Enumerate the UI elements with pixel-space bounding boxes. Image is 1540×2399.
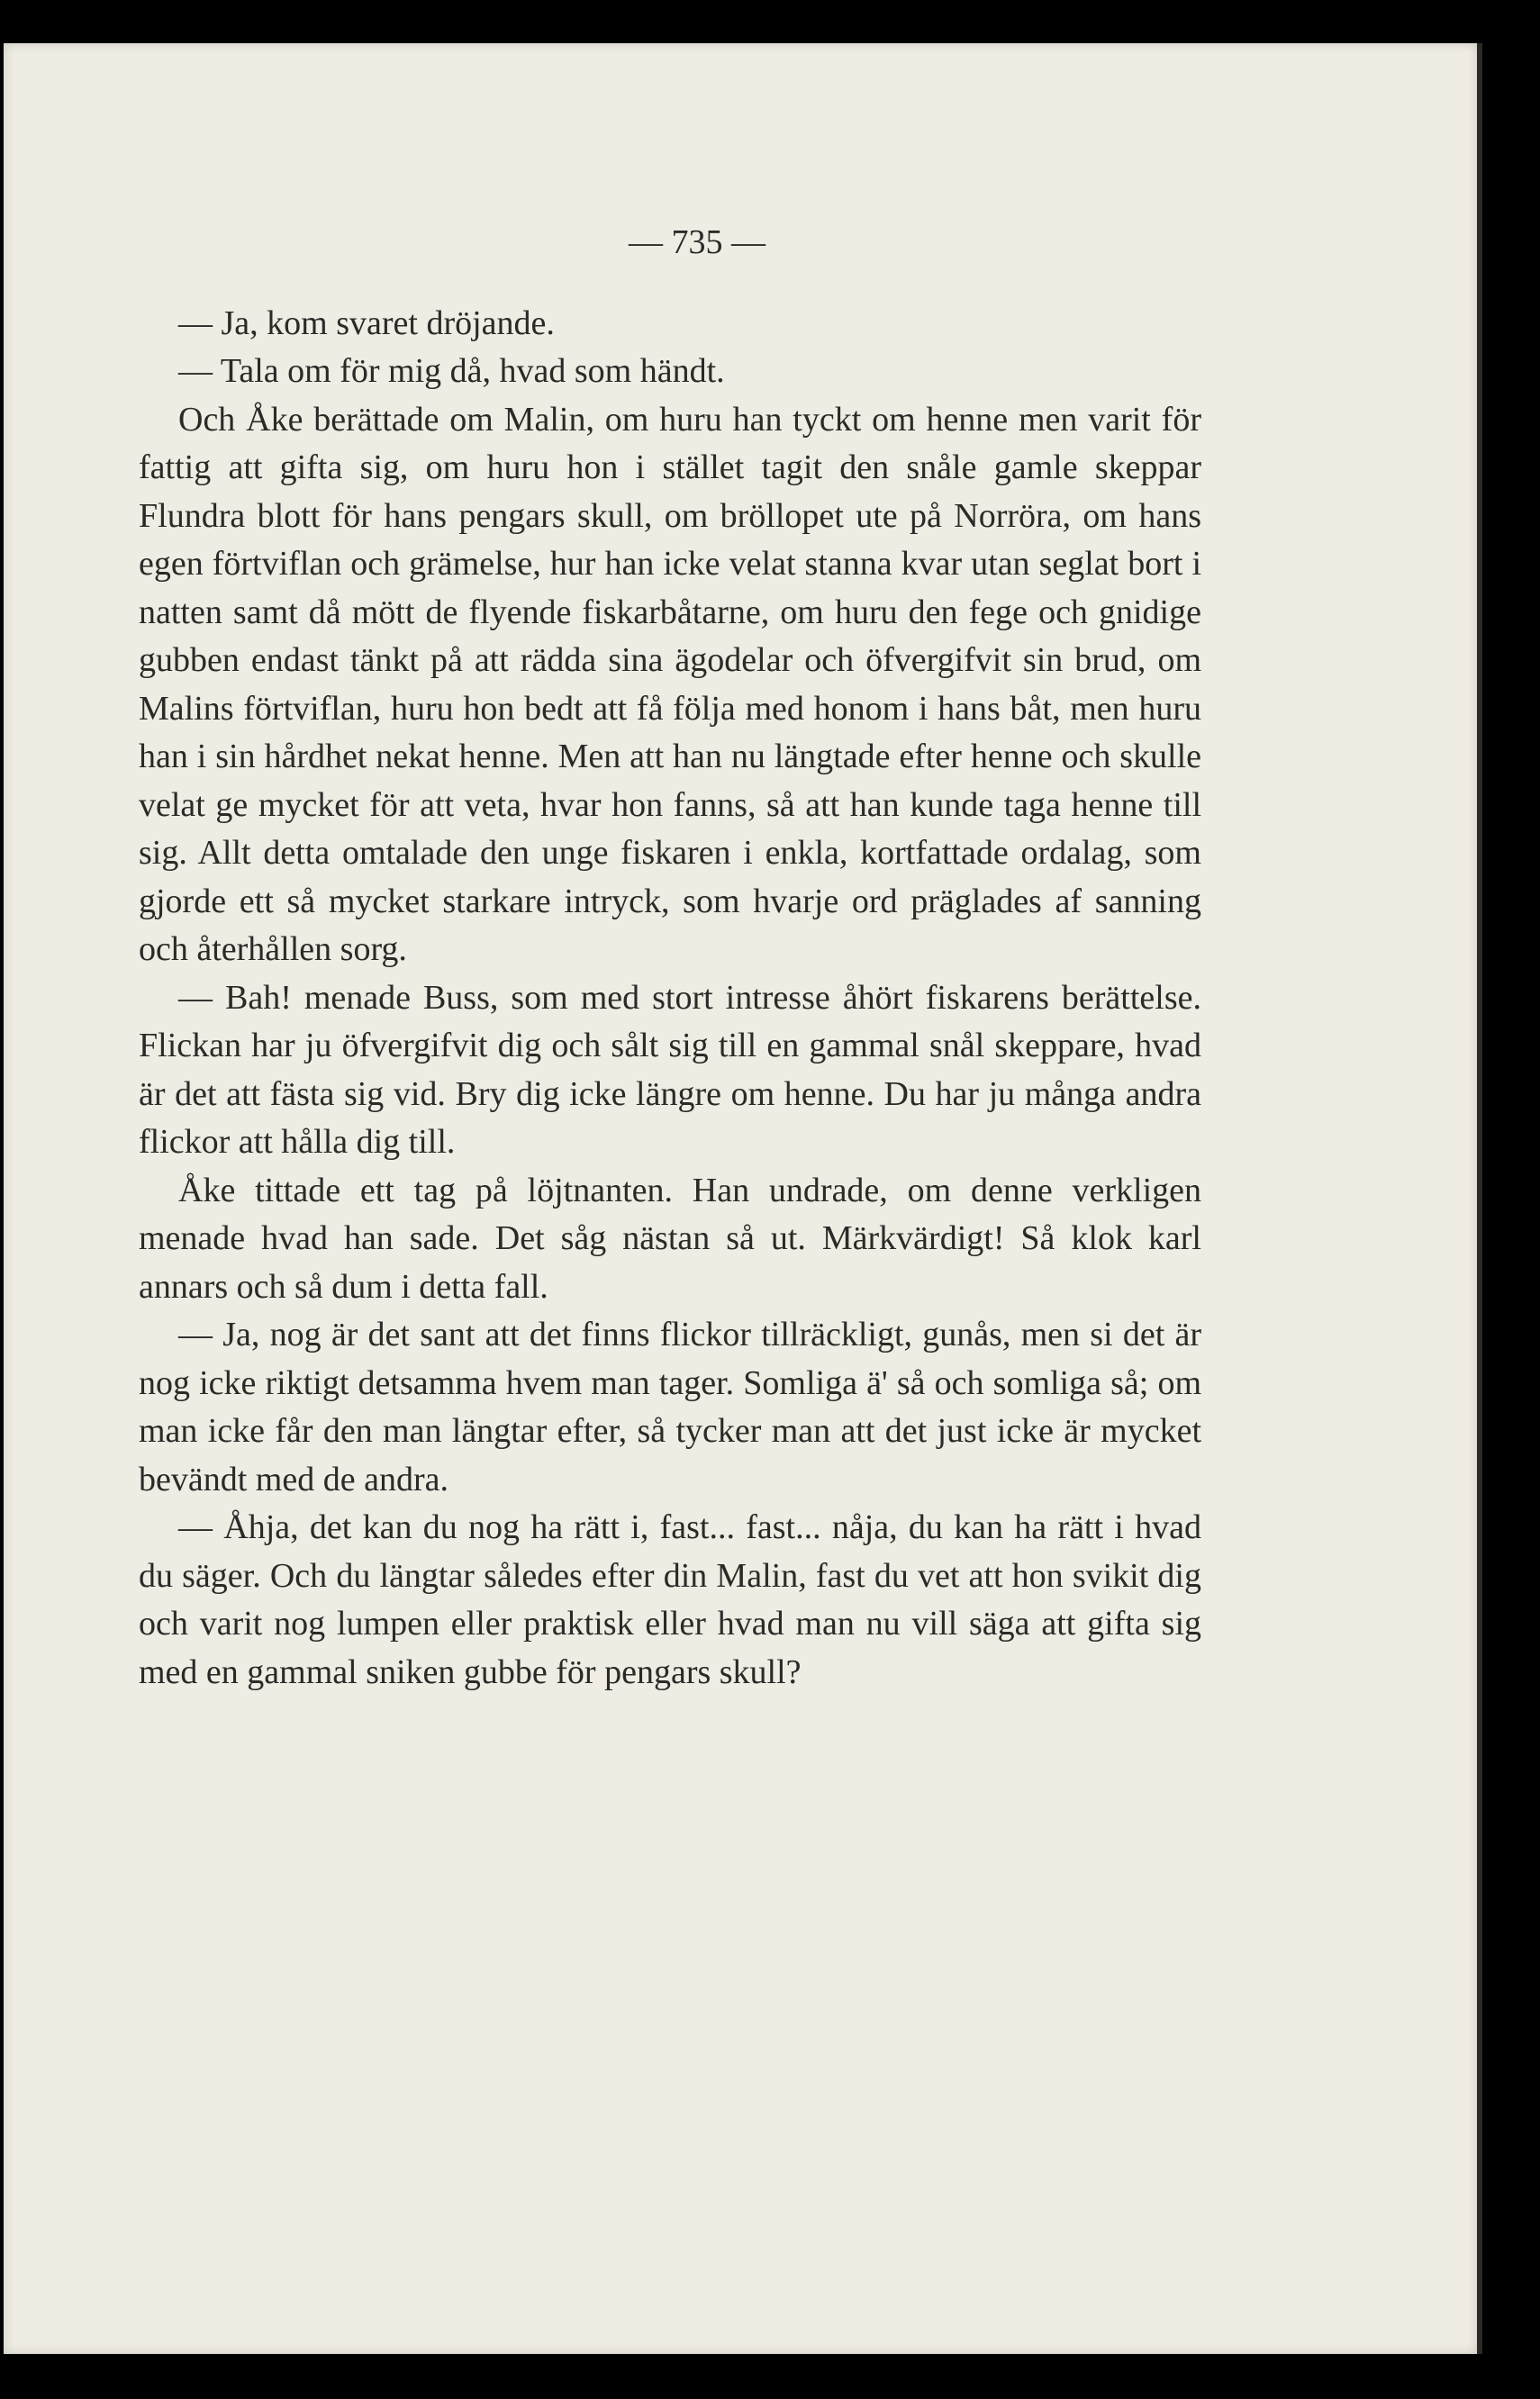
paragraph: — Ja, kom svaret dröjande. xyxy=(178,303,555,342)
page-edge-shadow xyxy=(1477,43,1482,2354)
paragraph: Och Åke berättade om Malin, om huru han tyckt om henne men varit för fattig att gifta sig, om huru hon i stället tagit den snåle gamle skeppar Flundra blott för hans pengars skull, om bröllopet ute på Norröra, om hans egen förtviflan och grämelse, hur han icke velat stanna kvar utan seglat bort i natten samt då mött de flyende fiskarbåtarne, om huru den fege och gnidige gubben endast tänkt på att rädda sina ägodelar och öfvergifvit sin brud, om Malins förtviflan, huru hon bedt att få följa med honom i hans båt, men huru han i sin hårdhet nekat henne. Men att han nu längtade efter henne och skulle velat ge mycket för att veta, hvar hon fanns, så att han kunde taga henne till sig. Allt detta omtalade den unge fiskaren i enkla, kortfattade ordalag, som gjorde ett så mycket starkare intryck, som hvarje ord präglades af sanning och återhållen sorg. xyxy=(139,400,1201,968)
page-text xyxy=(139,219,1201,1697)
book-page xyxy=(4,43,1477,2354)
paragraph: — Tala om för mig då, hvad som händt. xyxy=(178,352,725,390)
paragraph: — Ja, nog är det sant att det finns flickor tillräckligt, gunås, men si det är nog icke riktigt detsamma hvem man tager. Somliga ä' så och somliga så; om man icke får den man längtar efter, så tycker man att det just icke är mycket bevändt med de andra. xyxy=(139,1316,1201,1498)
page-number: — 735 — xyxy=(629,223,765,261)
paragraph: — Åhja, det kan du nog ha rätt i, fast... fast... nåja, du kan ha rätt i hvad du säger. Och du längtar således efter din Malin, fast du vet att hon svikit dig och varit nog lumpen eller praktisk eller hvad man nu vill säga att gifta sig med en gammal sniken gubbe för pengars skull? xyxy=(139,1508,1201,1691)
paragraph: Åke tittade ett tag på löjtnanten. Han undrade, om denne verkligen menade hvad han sade. Det såg nästan så ut. Märkvärdigt! Så klok karl annars och så dum i detta fall. xyxy=(139,1171,1201,1306)
paragraph: — Bah! menade Buss, som med stort intresse åhört fiskarens berättelse. Flickan har ju öfvergifvit dig och sålt sig till en gammal snål skeppare, hvad är det att fästa sig vid. Bry dig icke längre om henne. Du har ju många andra flickor att hålla dig till. xyxy=(139,978,1201,1161)
